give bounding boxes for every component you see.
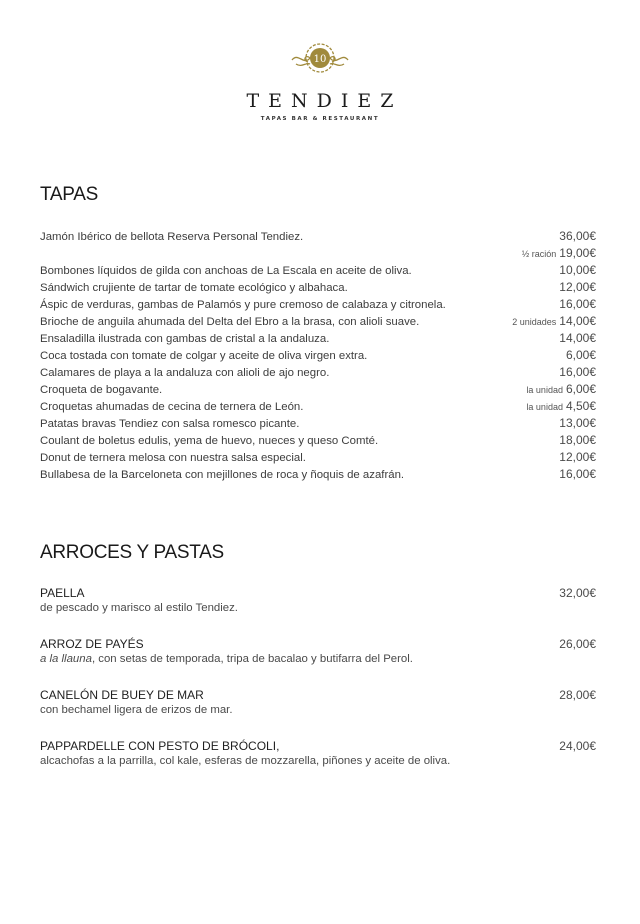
dish-item <box>40 586 596 614</box>
item-name: Coca tostada con tomate de colgar y aceite de oliva virgen extra. <box>40 350 368 362</box>
item-price: 19,00€ <box>559 246 596 260</box>
menu-item <box>40 296 596 313</box>
dish-item <box>40 637 596 665</box>
menu-item <box>40 245 596 262</box>
item-note: 2 unidades <box>512 317 557 327</box>
item-name: Jamón Ibérico de bellota Reserva Personal Tendiez. <box>40 231 304 243</box>
menu-item <box>40 313 596 330</box>
dish-item <box>40 688 596 716</box>
item-price-group <box>556 364 596 382</box>
dish-name: CANELÓN DE BUEY DE MAR <box>40 688 204 702</box>
item-price-group <box>556 466 596 484</box>
item-price-group <box>556 449 596 467</box>
menu-item <box>40 466 596 483</box>
item-price: 36,00€ <box>559 229 596 243</box>
item-price: 6,00€ <box>565 348 596 362</box>
item-price-group <box>563 347 596 365</box>
dish-price: 28,00€ <box>559 688 596 702</box>
dish-description <box>40 755 596 767</box>
item-price-group <box>556 296 596 314</box>
emblem-icon <box>288 40 352 76</box>
item-price: 14,00€ <box>559 314 596 328</box>
item-name: Croqueta de bogavante. <box>40 384 163 396</box>
menu-item <box>40 364 596 381</box>
menu-item <box>40 279 596 296</box>
item-price: 10,00€ <box>559 263 596 277</box>
dish-price: 24,00€ <box>559 739 596 753</box>
menu-item <box>40 262 596 279</box>
item-note: ½ ración <box>521 249 557 259</box>
menu-item <box>40 398 596 415</box>
item-name: Coulant de boletus edulis, yema de huevo, nueces y queso Comté. <box>40 435 379 447</box>
dish-description <box>40 602 596 614</box>
dish-description-text: de pescado y marisco al estilo Tendiez. <box>40 602 238 614</box>
dish-item <box>40 739 596 767</box>
restaurant-logo <box>0 40 640 122</box>
item-name: Croquetas ahumadas de cecina de ternera de León. <box>40 401 304 413</box>
menu-item <box>40 347 596 364</box>
menu-item <box>40 381 596 398</box>
item-price: 4,50€ <box>565 399 596 413</box>
dish-description <box>40 653 596 665</box>
dish-description-text: alcachofas a la parrilla, col kale, esferas de mozzarella, piñones y aceite de oliva. <box>40 755 451 767</box>
item-price-group <box>556 415 596 433</box>
brand-tagline: TAPAS BAR & RESTAURANT <box>260 116 380 122</box>
item-price: 6,00€ <box>565 382 596 396</box>
item-name: Bombones líquidos de gilda con anchoas de La Escala en aceite de oliva. <box>40 265 412 277</box>
item-price-group <box>556 432 596 450</box>
dish-price: 32,00€ <box>559 586 596 600</box>
section-title-tapas: TAPAS <box>40 184 98 205</box>
item-name: Áspic de verduras, gambas de Palamós y pure cremoso de calabaza y citronela. <box>40 299 446 311</box>
item-name: Patatas bravas Tendiez con salsa romesco picante. <box>40 418 300 430</box>
item-price-group <box>556 330 596 348</box>
dish-price: 26,00€ <box>559 637 596 651</box>
item-price: 16,00€ <box>559 467 596 481</box>
menu-item <box>40 415 596 432</box>
menu-item <box>40 330 596 347</box>
item-price: 16,00€ <box>559 297 596 311</box>
dish-name: PAPPARDELLE CON PESTO DE BRÓCOLI, <box>40 739 280 753</box>
item-name: Brioche de anguila ahumada del Delta del Ebro a la brasa, con alioli suave. <box>40 316 420 328</box>
item-price-group <box>556 262 596 280</box>
item-price: 12,00€ <box>559 280 596 294</box>
dish-description-italic: a la llauna <box>40 653 92 665</box>
section-title-arroces: ARROCES Y PASTAS <box>40 542 224 563</box>
item-name: Donut de ternera melosa con nuestra salsa especial. <box>40 452 306 464</box>
item-price-group <box>522 245 596 263</box>
item-name: Calamares de playa a la andaluza con alioli de ajo negro. <box>40 367 330 379</box>
item-price-group <box>556 228 596 246</box>
item-price: 16,00€ <box>559 365 596 379</box>
menu-item <box>40 228 596 245</box>
dish-name: ARROZ DE PAYÉS <box>40 637 144 651</box>
brand-name: TENDIEZ <box>246 90 403 112</box>
menu-item <box>40 432 596 449</box>
item-name: Bullabesa de la Barceloneta con mejillones de roca y ñoquis de azafrán. <box>40 469 405 481</box>
dish-description <box>40 704 596 716</box>
item-price: 12,00€ <box>559 450 596 464</box>
menu-item <box>40 449 596 466</box>
item-price-group <box>526 381 596 399</box>
item-name: Ensaladilla ilustrada con gambas de cristal a la andaluza. <box>40 333 330 345</box>
item-price: 14,00€ <box>559 331 596 345</box>
item-name: Sándwich crujiente de tartar de tomate ecológico y albahaca. <box>40 282 348 294</box>
svg-text:10: 10 <box>313 54 327 65</box>
item-price: 18,00€ <box>559 433 596 447</box>
item-price-group <box>526 398 596 416</box>
item-price: 13,00€ <box>559 416 596 430</box>
dish-description-text: con bechamel ligera de erizos de mar. <box>40 704 233 716</box>
item-price-group <box>512 313 596 331</box>
item-note: la unidad <box>526 385 563 395</box>
tapas-list <box>40 228 596 483</box>
dish-description-text: , con setas de temporada, tripa de bacalao y butifarra del Perol. <box>91 653 413 665</box>
dish-name: PAELLA <box>40 586 85 600</box>
item-price-group <box>556 279 596 297</box>
item-note: la unidad <box>526 402 563 412</box>
